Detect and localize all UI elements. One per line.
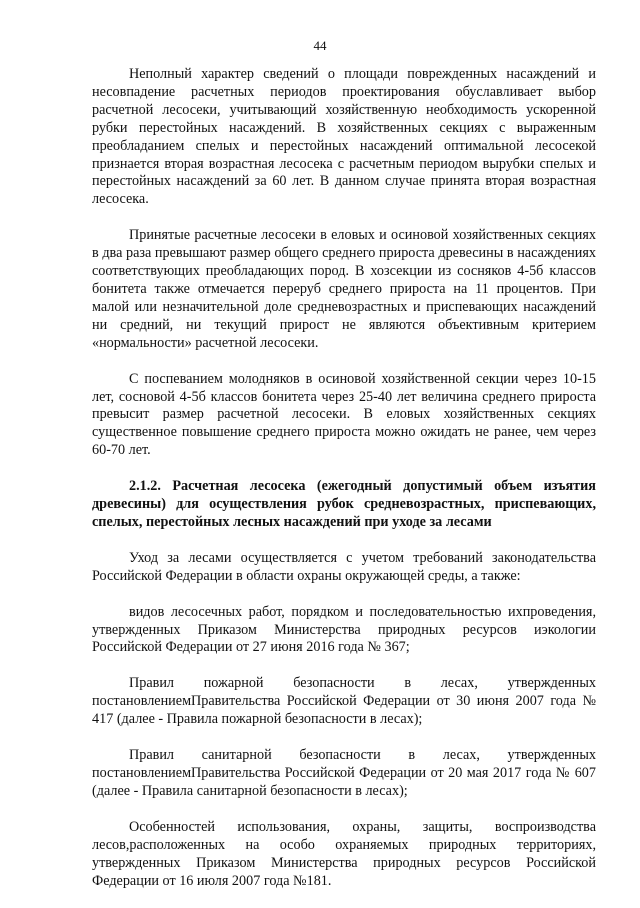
- section-paragraph-3: Правил пожарной безопасности в лесах, утвержденных постановлениемПравительства Российской Федерации от 30 июня 2007 года № 417 (далее - Правила пожарной безопасности в лесах);: [92, 675, 596, 728]
- paragraph-3: С поспеванием молодняков в осиновой хозяйственной секции через 10-15 лет, сосновой 4-5б классов бонитета через 25-40 лет величина среднего прироста превысит размер расчетной лесосеки. В еловых хозяйственных секциях существенное повышение среднего прироста можно ожидать не ранее, чем через 60-70 лет.: [92, 370, 596, 459]
- section-paragraph-4: Правил санитарной безопасности в лесах, утвержденных постановлениемПравительства Российской Федерации от 20 мая 2017 года № 607 (далее - Правила санитарной безопасности в лесах);: [92, 747, 596, 799]
- section-heading: 2.1.2. Расчетная лесосека (ежегодный допустимый объем изъятия древесины) для осуществления рубок средневозрастных, приспевающих, спелых, перестойных лесных насаждений при уходе за лесами: [92, 478, 596, 530]
- paragraph-1: Неполный характер сведений о площади поврежденных насаждений и несовпадение расчетных периодов проектирования обуславливает выбор расчетной лесосеки, учитывающий хозяйственную необходимость ускоренной рубки перестойных насаждений. В хозяйственных секциях с выраженным преобладанием спелых и перестойных насаждений оптимальной лесосекой признается вторая возрастная лесосека с расчетным периодом вырубки спелых и перестойных насаждений за 60 лет. В данном случае принята вторая возрастная лесосека.: [92, 66, 596, 208]
- paragraph-2: Принятые расчетные лесосеки в еловых и осиновой хозяйственных секциях в два раза превышают размер общего среднего прироста древесины в насаждениях соответствующих преобладающих пород. В хозсекции из сосняков 4-5б классов бонитета также отмечается переруб среднего прироста на 11 процентов. При малой или незначительной доле средневозрастных и приспевающих насаждений ни средний, ни текущий прирост не являются объективным критерием «нормальности» расчетной лесосеки.: [92, 227, 596, 351]
- page-number: 44: [313, 38, 327, 53]
- page-content: [92, 66, 596, 908]
- section-paragraph-2: видов лесосечных работ, порядком и последовательностью ихпроведения, утвержденных Приказом Министерства природных ресурсов иэкологии Российской Федерации от 27 июня 2016 года № 367;: [92, 603, 596, 656]
- section-paragraph-5: Особенностей использования, охраны, защиты, воспроизводства лесов,расположенных на особо охраняемых природных территориях, утвержденных Приказом Министерства природных ресурсов Российской Федерации от 16 июля 2007 года №181.: [92, 818, 596, 889]
- section-paragraph-1: Уход за лесами осуществляется с учетом требований законодательства Российской Федерации в области охраны окружающей среды, а также:: [92, 549, 596, 584]
